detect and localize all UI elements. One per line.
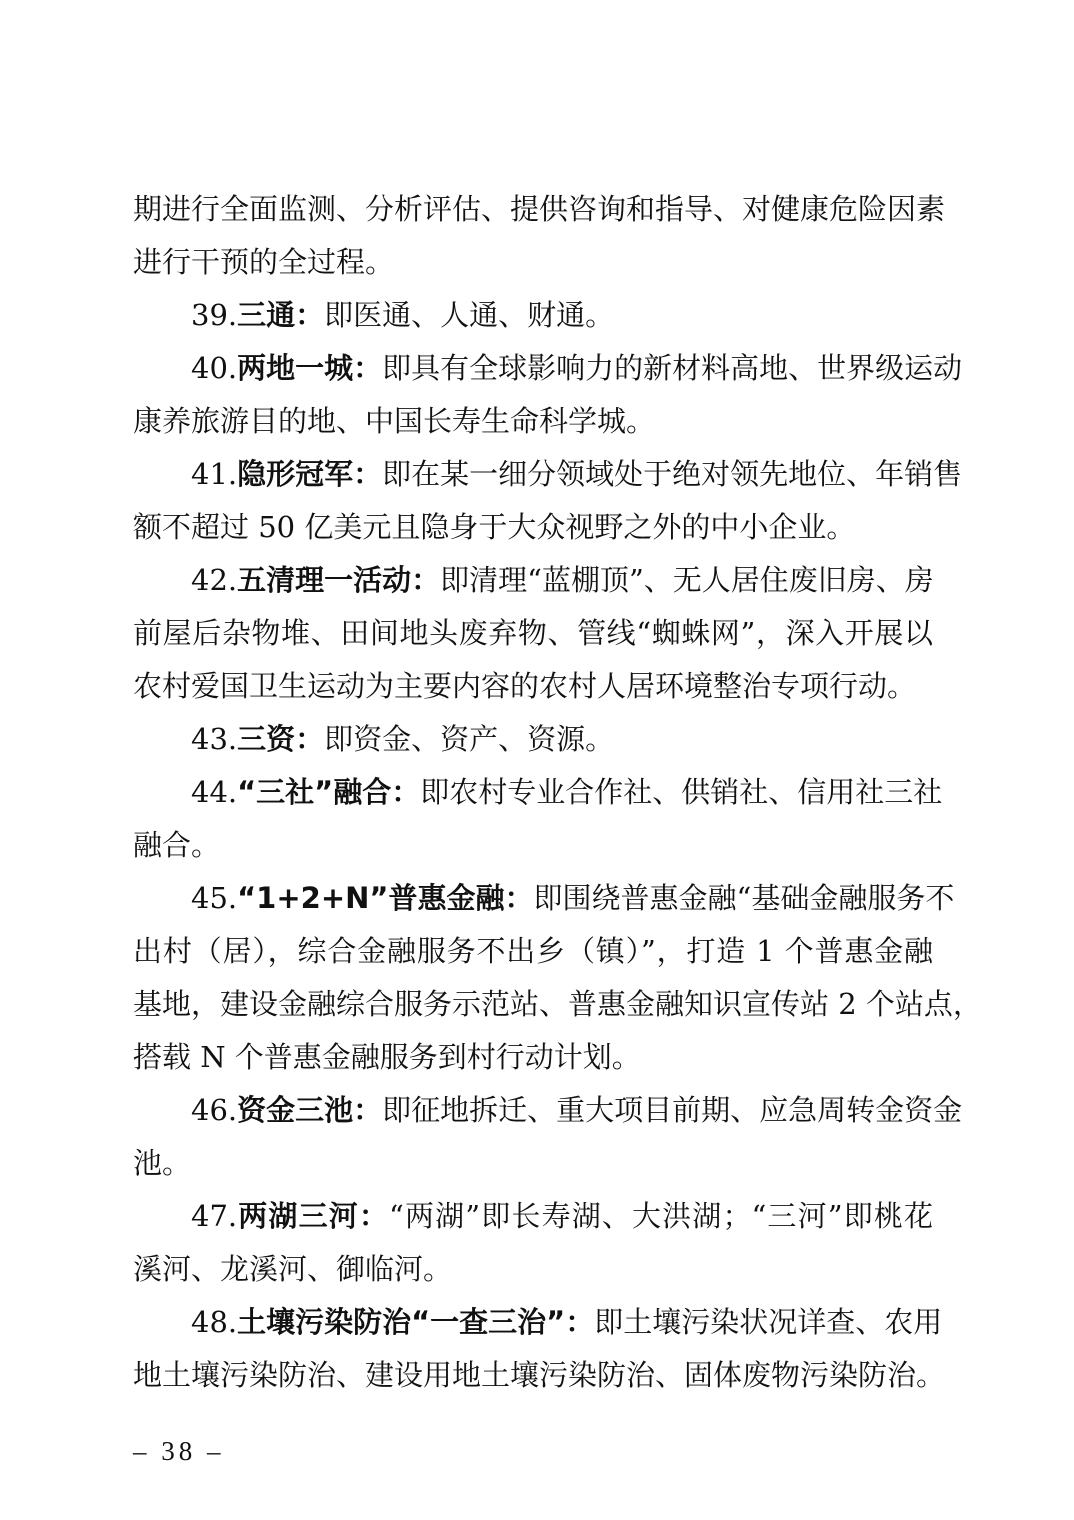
text-line	[133, 660, 933, 713]
entry-separator: ：	[391, 775, 421, 809]
entry-line	[133, 448, 963, 501]
entry-term: 两湖三河	[237, 1199, 359, 1233]
entry-number: 47.	[191, 1199, 238, 1233]
entry-term: 资金三池	[237, 1093, 354, 1127]
line-text: 基地，建设金融综合服务示范站、普惠金融知识宣传站 2 个站点，	[133, 987, 982, 1021]
entry-line	[133, 289, 933, 342]
text-line	[133, 183, 946, 236]
entry-number: 40.	[191, 351, 238, 385]
line-text: 即在某一细分领域处于绝对领先地位、年销售	[382, 457, 963, 491]
text-line	[133, 395, 933, 448]
entry-number: 44.	[191, 775, 238, 809]
entry-number: 39.	[191, 298, 238, 332]
text-line	[133, 819, 933, 872]
line-text: 溪河、龙溪河、御临河。	[133, 1252, 453, 1286]
entry-line	[133, 766, 943, 819]
text-line	[133, 607, 933, 660]
line-text: 出村（居），综合金融服务不出乡（镇）”，打造 1 个普惠金融	[133, 934, 933, 968]
entry-line	[133, 872, 955, 925]
line-text: 前屋后杂物堆、田间地头废弃物、管线“蜘蛛网”，深入开展以	[133, 616, 933, 650]
line-text: 即清理“蓝棚顶”、无人居住废旧房、房	[440, 563, 934, 597]
entry-line	[133, 342, 963, 395]
entry-term: 两地一城	[237, 351, 354, 385]
entry-number: 45.	[191, 881, 238, 915]
entry-separator: ：	[353, 1093, 383, 1127]
entry-term: 五清理一活动	[237, 563, 412, 597]
entry-term: 三通	[237, 298, 296, 332]
text-line	[133, 1031, 933, 1084]
line-text: 即具有全球影响力的新材料高地、世界级运动	[382, 351, 963, 385]
entry-separator: ：	[565, 1305, 595, 1339]
entry-separator: ：	[353, 457, 383, 491]
line-text: 农村爱国卫生运动为主要内容的农村人居环境整治专项行动。	[133, 669, 917, 703]
entry-separator: ：	[295, 298, 325, 332]
text-line	[133, 1243, 933, 1296]
entry-line	[133, 1084, 963, 1137]
text-line	[133, 978, 982, 1031]
line-text: 即资金、资产、资源。	[324, 722, 615, 756]
entry-term: 隐形冠军	[237, 457, 354, 491]
line-text: “两湖”即长寿湖、大洪湖；“三河”即桃花	[389, 1199, 933, 1233]
entry-number: 43.	[191, 722, 238, 756]
line-text: 搭载 N 个普惠金融服务到村行动计划。	[133, 1040, 641, 1074]
line-text: 地土壤污染防治、建设用地土壤污染防治、固体废物污染防治。	[133, 1358, 946, 1392]
entry-separator: ：	[353, 351, 383, 385]
text-line	[133, 1137, 933, 1190]
text-line	[133, 925, 933, 978]
text-line	[133, 236, 933, 289]
entry-line	[133, 1296, 943, 1349]
line-text: 即农村专业合作社、供销社、信用社三社	[420, 775, 943, 809]
document-body	[133, 183, 982, 1402]
entry-separator: ：	[504, 881, 534, 915]
page-number: – 38 –	[133, 1436, 225, 1466]
line-text: 即土壤污染状况详查、农用	[594, 1305, 943, 1339]
entry-number: 46.	[191, 1093, 238, 1127]
line-text: 期进行全面监测、分析评估、提供咨询和指导、对健康危险因素	[133, 192, 946, 226]
entry-separator: ：	[358, 1199, 390, 1233]
entry-number: 42.	[191, 563, 238, 597]
entry-separator: ：	[295, 722, 325, 756]
text-line	[133, 501, 933, 554]
entry-line	[133, 554, 933, 607]
entry-term: “1+2+N”普惠金融	[237, 881, 505, 915]
text-line	[133, 1349, 946, 1402]
entry-term: 三资	[237, 722, 296, 756]
line-text: 池。	[133, 1146, 192, 1180]
entry-term: 土壤污染防治“一查三治”	[237, 1305, 566, 1339]
entry-line	[133, 1190, 933, 1243]
line-text: 进行干预的全过程。	[133, 245, 395, 279]
line-text: 即医通、人通、财通。	[324, 298, 615, 332]
entry-number: 41.	[191, 457, 238, 491]
line-text: 即征地拆迁、重大项目前期、应急周转金资金	[382, 1093, 963, 1127]
line-text: 融合。	[133, 828, 221, 862]
entry-term: “三社”融合	[237, 775, 392, 809]
entry-number: 48.	[191, 1305, 238, 1339]
line-text: 康养旅游目的地、中国长寿生命科学城。	[133, 404, 656, 438]
entry-separator: ：	[411, 563, 441, 597]
line-text: 额不超过 50 亿美元且隐身于大众视野之外的中小企业。	[133, 510, 856, 544]
line-text: 即围绕普惠金融“基础金融服务不	[533, 881, 955, 915]
entry-line	[133, 713, 933, 766]
